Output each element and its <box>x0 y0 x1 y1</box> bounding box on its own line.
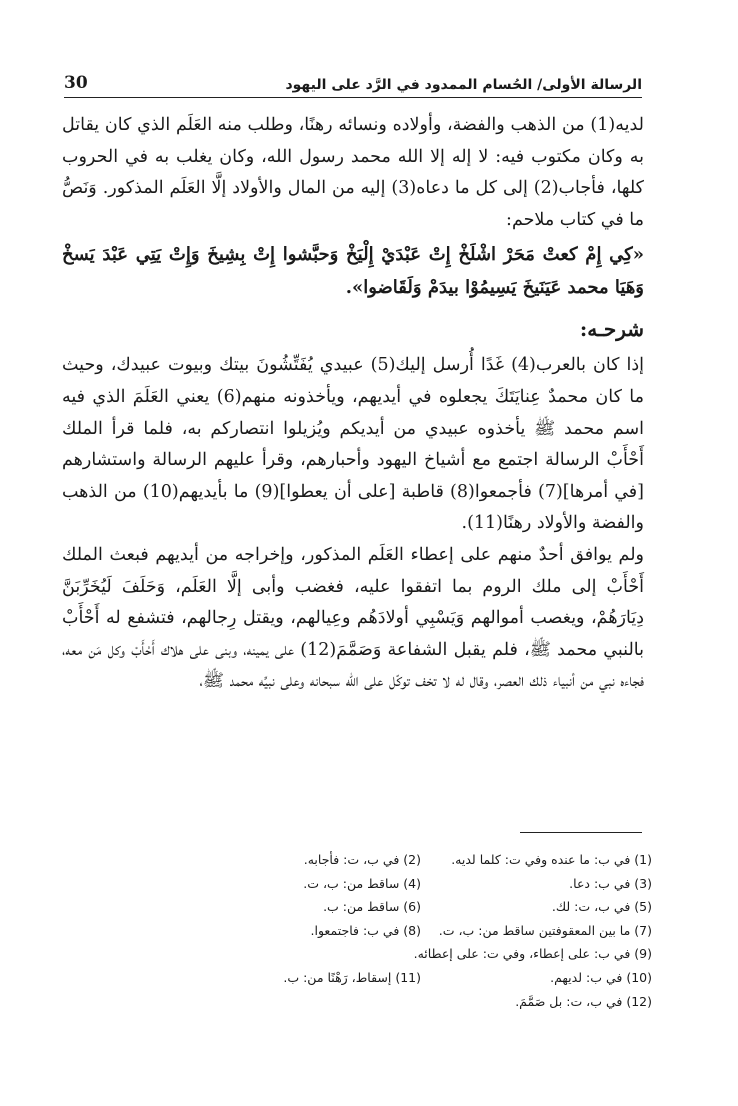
footnote-row <box>190 872 652 896</box>
main-text <box>62 110 644 698</box>
footnote-5: (5) في ب، ت: لك. <box>551 899 652 915</box>
footnote-row <box>190 895 652 919</box>
footnote-9: (9) في ب: على إعطاء، وفي ت: على إعطائه. <box>413 946 652 962</box>
running-title: الرسالة الأولى/ الحُسام الممدود في الرَّد على اليهود <box>285 77 642 93</box>
footnote-12: (12) في ب، ت: بل صَمَّمَ. <box>515 993 652 1009</box>
footnote-separator <box>520 832 642 833</box>
running-header <box>64 60 642 98</box>
footnote-10: (10) في ب: لديهم. <box>550 969 652 985</box>
footnote-1: (1) في ب: ما عنده وفي ت: كلما لديه. <box>451 852 652 867</box>
footnote-7: (7) ما بين المعقوفتين ساقط من: ب، ت. <box>438 922 652 938</box>
paragraph-2: إذا كان بالعرب(4) غَدًا أُرسل إليك(5) عبيدي يُفَتِّشُونَ بيتك وبيوت عبيدك، وحيث ما كان محمدٌ عِنايَتَكَ يجعلوه في أيديهم، ويأخذونه منهم(6) يعني العَلَمَ الذي فيه اسم محمد ﷺ يأخذوه عبيدي من أيديكم ويُزيلوا انتصاركم به، فلما قرأ الملك أَحْأَبْ الرسالة اجتمع مع أشياخ اليهود وأحبارهم، وقرأ عليهم الرسالة واستشارهم [في أمرها](7) فأجمعوا(8) قاطبة [على أن يعطوا](9) ما بأيديهم(10) من الذهب والفضة والأولاد رهنًا(11). <box>62 355 644 534</box>
footnote-row <box>190 848 652 872</box>
section-heading: شرحـه: <box>579 317 644 342</box>
footnote-row <box>190 919 652 943</box>
footnote-4: (4) ساقط من: ب، ت. <box>303 875 421 891</box>
footnote-11: (11) إسقاط، رَهْنًا من: ب. <box>283 969 421 985</box>
page-number: 30 <box>64 73 88 93</box>
footnote-2: (2) في ب، ت: فأجابه. <box>303 852 421 867</box>
paragraph-1: لديه(1) من الذهب والفضة، وأولاده ونسائه رهنًا، وطلب منه العَلَم الذي كان يقاتل به وكان مكتوب فيه: لا إله إلا الله محمد رسول الله، وكان يغلب به في الحروب كلها، فأجاب(2) إلى كل ما دعاه(3) إليه من المال والأولاد إلَّا العَلَم المذكور. وَنَصُّ ما في كتاب ملاحم: <box>62 115 644 230</box>
footnote-6: (6) ساقط من: ب. <box>323 899 421 915</box>
footnote-3: (3) في ب: دعا. <box>569 875 652 891</box>
footnote-8: (8) في ب: فاجتمعوا. <box>310 922 421 938</box>
paragraph-3: ولم يوافق أحدٌ منهم على إعطاء العَلَم المذكور، وإخراجه من أيديهم فبعث الملك أَحْأَبْ إلى ملك الروم بما اتفقوا عليه، فغضب وأبى إلَّا العَلَم، وَحَلَفَ لَيُخَرِّبَنَّ دِيَارَهُمْ، ويغصب أموالهم وَيَسْبِي أولادَهُم وعِيالهم، ويقتل رِجالهم، فتشفع له أَحْأَبْ بالنبي محمد ﷺ، فلم يقبل الشفاعة وَصَمَّمَ(12) على يمينه، وبنى على هلاك أَحْأَبْ وكل مَن معه، فجاءه نبي من أنبياء ذلك العصر، وقال له لا تخف توكّل على الله سبحانه وعلى نبيِّه محمد ﷺ، <box>62 544 644 692</box>
prophecy-quote: «كِي إِمْ كعتْ مَحَرْ اشْلَخْ إِتْ عَبْدَيْ إِلْيَخْ وَحبَّشوا إِتْ بِشِيخَ وَإِتْ يَتِي عَبْدَ يَسخْ وَهَيَا محمد عَيَنَيخَ يَسِيمُوْا بيدَمْ وَلَقَاضوا». <box>62 244 644 299</box>
footnote-row <box>190 966 652 990</box>
footnotes <box>190 848 652 1013</box>
